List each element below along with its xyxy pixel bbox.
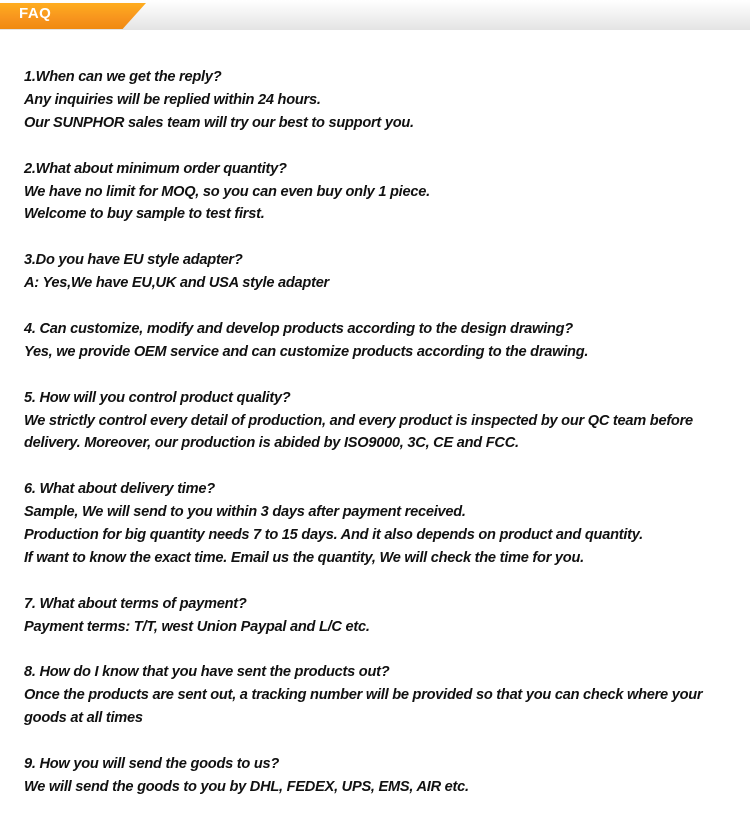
faq-question: 8. How do I know that you have sent the products out? [24, 664, 390, 681]
faq-item [24, 387, 740, 456]
faq-answer: A: Yes,We have EU,UK and USA style adapter [24, 275, 329, 292]
faq-answer: We will send the goods to you by DHL, FEDEX, UPS, EMS, AIR etc. [24, 778, 469, 795]
faq-question: 1.When can we get the reply? [24, 69, 222, 85]
faq-list [24, 66, 740, 822]
faq-answer: We have no limit for MOQ, so you can even buy only 1 piece. [24, 183, 430, 200]
faq-item [24, 753, 740, 799]
faq-answer: Sample, We will send to you within 3 days after payment received. [24, 504, 466, 521]
faq-answer: Our SUNPHOR sales team will try our best to support you. [24, 114, 414, 131]
faq-answer: Any inquiries will be replied within 24 hours. [24, 91, 321, 108]
faq-answer: Yes, we provide OEM service and can customize products according to the drawing. [24, 343, 589, 360]
faq-question: 7. What about terms of payment? [24, 595, 247, 612]
faq-answer: We strictly control every detail of production, and every product is inspected by our QC team before delivery. Moreover, our production is abided by ISO9000, 3C, CE and FCC. [24, 412, 693, 452]
faq-question: 5. How will you control product quality? [24, 389, 291, 406]
faq-question: 4. Can customize, modify and develop products according to the design drawing? [24, 320, 573, 337]
faq-answer: Welcome to buy sample to test first. [24, 206, 265, 223]
faq-item [24, 661, 740, 730]
faq-answer: Once the products are sent out, a tracking number will be provided so that you can check where your goods at all times [24, 687, 703, 727]
faq-item [24, 478, 740, 570]
faq-answer: If want to know the exact time. Email us the quantity, We will check the time for you. [24, 549, 584, 566]
faq-question: 6. What about delivery time? [24, 481, 215, 498]
faq-answer: Payment terms: T/T, west Union Paypal and L/C etc. [24, 618, 370, 635]
faq-item [24, 318, 740, 364]
faq-question: 2.What about minimum order quantity? [24, 160, 287, 177]
faq-title: FAQ [19, 5, 52, 22]
faq-question: 3.Do you have EU style adapter? [24, 252, 243, 269]
faq-item [24, 66, 740, 135]
faq-item [24, 158, 740, 227]
faq-question: 9. How you will send the goods to us? [24, 756, 280, 773]
faq-item [24, 593, 740, 639]
faq-item [24, 249, 740, 295]
faq-answer: Production for big quantity needs 7 to 15 days. And it also depends on product and quantity. [24, 527, 643, 544]
